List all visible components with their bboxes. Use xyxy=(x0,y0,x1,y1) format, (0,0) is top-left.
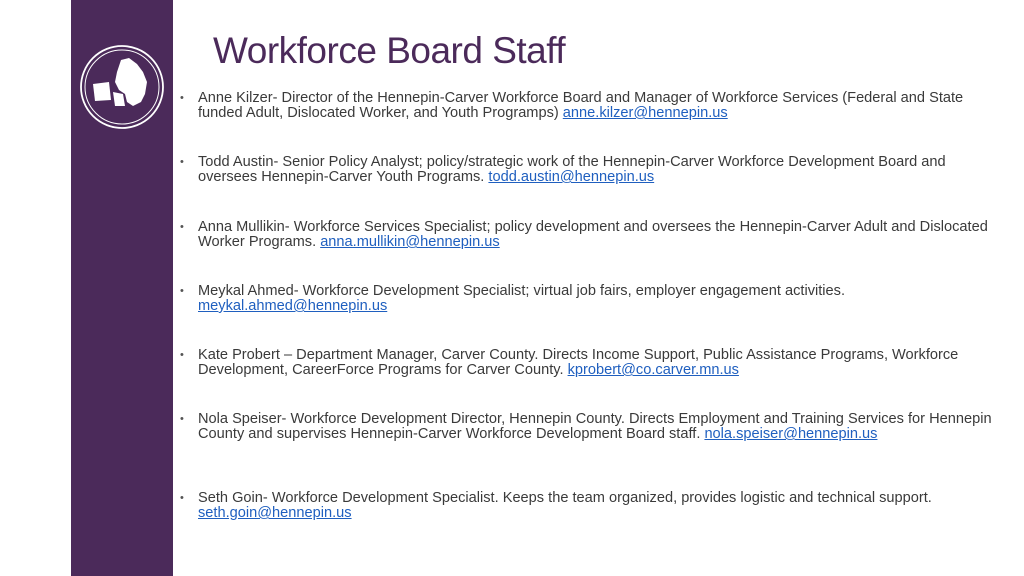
staff-description: Kate Probert – Department Manager, Carver County. Directs Income Support, Public Assistance Programs, Workforce Development, CareerForce Programs for Carver County. xyxy=(198,347,959,378)
staff-description: Anne Kilzer- Director of the Hennepin-Carver Workforce Board and Manager of Workforce Services (Federal and State funded Adult, Dislocated Worker, and Youth Programps) xyxy=(198,90,964,121)
sidebar-band xyxy=(71,0,173,576)
staff-description: Meykal Ahmed- Workforce Development Specialist; virtual job fairs, employer engagement activities. xyxy=(198,283,845,299)
staff-description: Anna Mullikin- Workforce Services Specialist; policy development and oversees the Hennepin-Carver Adult and Dislocated Worker Programs. xyxy=(198,219,988,250)
email-link[interactable]: anna.mullikin@hennepin.us xyxy=(320,234,500,250)
staff-item xyxy=(178,284,1008,314)
staff-item xyxy=(178,155,1008,185)
staff-description: Seth Goin- Workforce Development Specialist. Keeps the team organized, provides logistic and technical support. xyxy=(198,490,932,506)
email-link[interactable]: kprobert@co.carver.mn.us xyxy=(567,362,739,378)
email-link[interactable]: nola.speiser@hennepin.us xyxy=(704,426,878,442)
bullet-icon: • xyxy=(180,221,184,233)
email-link[interactable]: anne.kilzer@hennepin.us xyxy=(562,105,728,121)
email-link[interactable]: todd.austin@hennepin.us xyxy=(488,169,655,185)
bullet-icon: • xyxy=(180,285,184,297)
staff-item xyxy=(178,491,1008,521)
staff-item xyxy=(178,348,1008,378)
staff-item xyxy=(178,412,1008,442)
email-link[interactable]: meykal.ahmed@hennepin.us xyxy=(198,298,388,314)
email-link[interactable]: seth.goin@hennepin.us xyxy=(198,505,352,521)
bullet-icon: • xyxy=(180,349,184,361)
bullet-icon: • xyxy=(180,92,184,104)
staff-description: Todd Austin- Senior Policy Analyst; policy/strategic work of the Hennepin-Carver Workforce Development Board and oversees Hennepin-Carver Youth Programs. xyxy=(198,154,946,185)
staff-item xyxy=(178,91,1008,121)
bullet-icon: • xyxy=(180,492,184,504)
bullet-icon: • xyxy=(180,413,184,425)
staff-item xyxy=(178,220,1008,250)
slide-title: Workforce Board Staff xyxy=(213,30,566,71)
bullet-icon: • xyxy=(180,156,184,168)
staff-description: Nola Speiser- Workforce Development Director, Hennepin County. Directs Employment and Training Services for Hennepin County and supervises Hennepin-Carver Workforce Development Board staff. xyxy=(198,411,992,442)
county-map-logo-icon xyxy=(79,44,165,130)
